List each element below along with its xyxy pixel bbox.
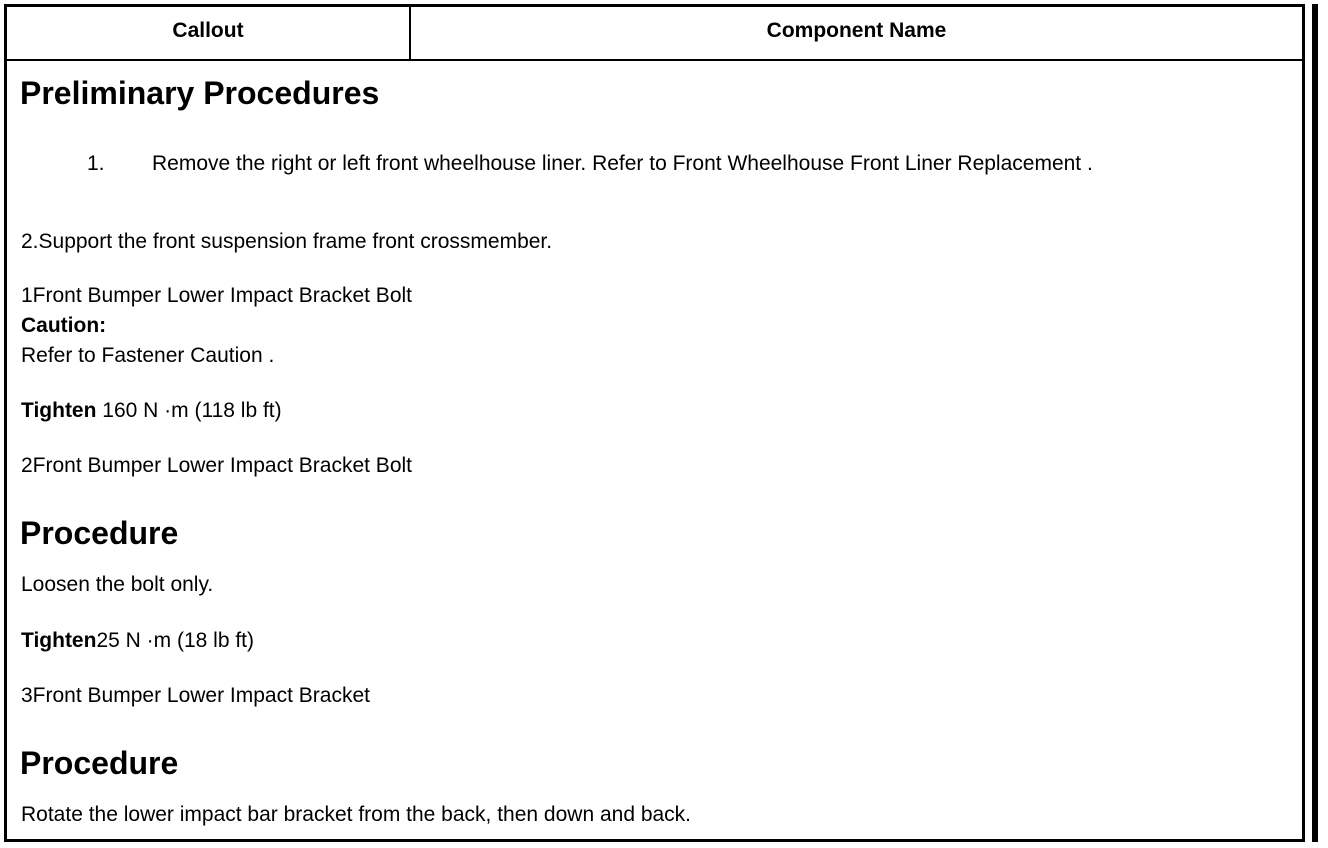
component-name-column-header: Component Name (766, 19, 947, 42)
tighten-2-label: Tighten (21, 629, 97, 652)
step-1-text: Remove the right or left front wheelhouse liner. Refer to Front Wheelhouse Front Liner Replacement . (152, 152, 1093, 175)
procedure-table (4, 4, 1305, 842)
procedure-2-heading: Procedure (20, 745, 179, 781)
preliminary-procedures-heading: Preliminary Procedures (20, 75, 380, 111)
tighten-1-value: 160 N ·m (118 lb ft) (96, 399, 282, 422)
procedure-1-text: Loosen the bolt only. (21, 573, 214, 596)
tighten-2-spec (21, 628, 254, 654)
step-2-text: 2.Support the front suspension frame front crossmember. (21, 230, 553, 253)
table-header-row (7, 7, 1302, 61)
tighten-1-label: Tighten (21, 399, 97, 422)
callout-column-header: Callout (7, 7, 411, 59)
tighten-1-spec (21, 398, 282, 424)
step-1-number: 1. (87, 152, 105, 175)
procedure-1-heading: Procedure (20, 515, 179, 551)
tighten-2-value: 25 N ·m (18 lb ft) (96, 629, 254, 652)
procedure-2-text: Rotate the lower impact bar bracket from the back, then down and back. (21, 803, 692, 826)
item-3-title: 3Front Bumper Lower Impact Bracket (21, 684, 370, 707)
right-border-rule (1312, 4, 1318, 842)
item-2-title: 2Front Bumper Lower Impact Bracket Bolt (21, 454, 412, 477)
caution-text: Refer to Fastener Caution . (21, 344, 275, 367)
item-1-title: 1Front Bumper Lower Impact Bracket Bolt (21, 284, 412, 307)
caution-label: Caution: (21, 314, 107, 337)
